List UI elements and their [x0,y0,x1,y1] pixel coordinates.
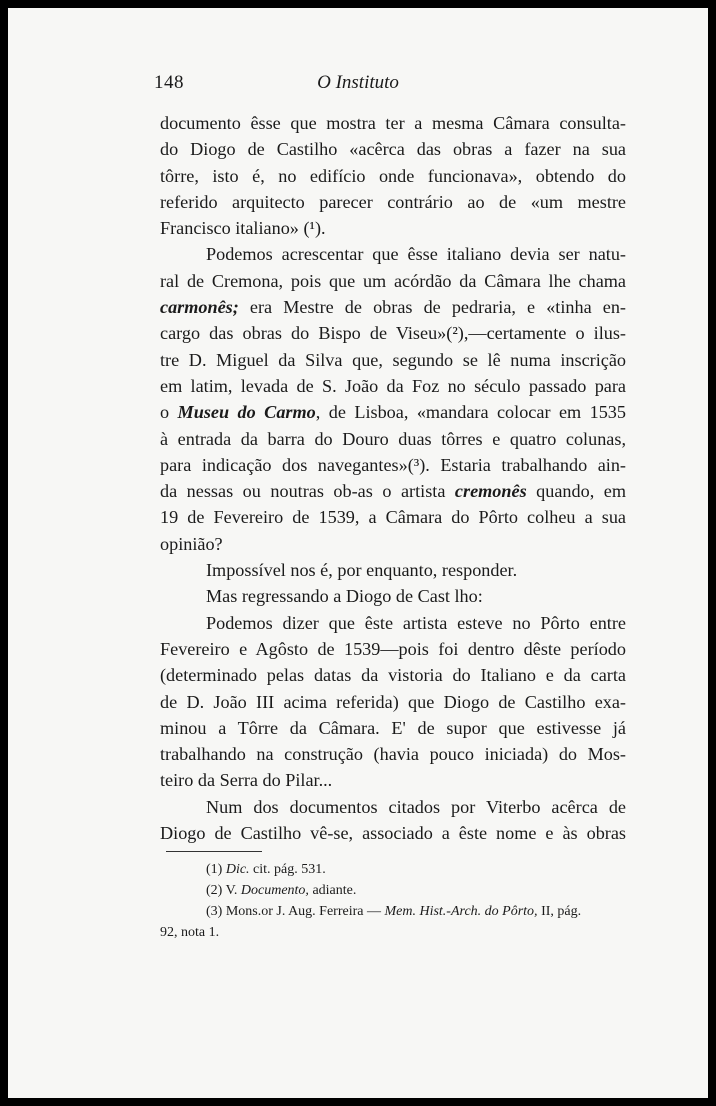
text-line: em latim, levada de S. João da Foz no século passado para [160,375,626,396]
footnote-rule [166,851,262,852]
text-line: teiro da Serra do Pilar... [160,770,333,791]
text-line: opinião? [160,533,223,554]
text-line: Diogo de Castilho vê-se, associado a êste nome e às obras [160,823,626,844]
page-header [8,72,708,102]
text-line: carmonês; era Mestre de obras de pedraria, e «tinha en- [160,297,626,318]
running-title: O Instituto [317,72,399,93]
text-line: trabalhando na construção (havia pouco iniciada) do Mos- [160,744,626,765]
text-line: Podemos acrescentar que êsse italiano devia ser natu- [206,244,626,265]
book-page [8,8,708,1098]
footnotes [160,859,626,943]
text-line: da nessas ou noutras ob-as o artista cremonês quando, em [160,481,626,502]
text-line: para indicação dos navegantes»(³). Estaria trabalhando ain- [160,454,626,475]
italic-term: Museu do Carmo [177,402,316,423]
text-line: de D. João III acima referida) que Diogo de Castilho exa- [160,691,626,712]
text-line: tôrre, isto é, no edifício onde funcionava», obtendo do [160,165,626,186]
page-number: 148 [154,72,184,93]
text-line: Francisco italiano» (¹). [160,218,326,239]
footnote-3-continuation: 92, nota 1. [160,925,220,940]
text-line: Mas regressando a Diogo de Cast lho: [206,586,483,607]
text-line: à entrada da barra do Douro duas tôrres e quatro colunas, [160,428,626,449]
body-text [160,110,626,846]
text-line: ral de Cremona, pois que um acórdão da Câmara lhe chama [160,270,626,291]
footnote-1: (1) Dic. cit. pág. 531. [206,862,326,877]
italic-term: cremonês [454,481,527,502]
text-line: referido arquitecto parecer contrário ao de «um mestre [160,191,626,212]
italic-term: carmonês; [160,297,239,318]
text-line: tre D. Miguel da Silva que, segundo se lê numa inscrição [160,349,626,370]
text-line: do Diogo de Castilho «acêrca das obras a fazer na sua [160,139,626,160]
text-line: cargo das obras do Bispo de Viseu»(²),—certamente o ilus- [160,323,626,344]
text-line: documento êsse que mostra ter a mesma Câmara consulta- [160,113,626,133]
footnote-3: (3) Mons.or J. Aug. Ferreira — Mem. Hist.-Arch. do Pôrto, II, pág. [206,904,582,919]
text-line: (determinado pelas datas da vistoria do Italiano e da carta [160,665,626,686]
footnote-2: (2) V. Documento, adiante. [206,883,357,898]
text-line: o Museu do Carmo, de Lisboa, «mandara colocar em 1535 [160,402,626,423]
text-line: Fevereiro e Agôsto de 1539—pois foi dentro dêste período [160,638,626,659]
text-line: Impossível nos é, por enquanto, responder. [206,560,518,581]
text-line: 19 de Fevereiro de 1539, a Câmara do Pôrto colheu a sua [160,507,626,528]
text-line: Num dos documentos citados por Viterbo acêrca de [206,796,626,817]
text-line: Podemos dizer que êste artista esteve no Pôrto entre [206,612,626,633]
text-line: minou a Tôrre da Câmara. E' de supor que estivesse já [160,717,626,738]
